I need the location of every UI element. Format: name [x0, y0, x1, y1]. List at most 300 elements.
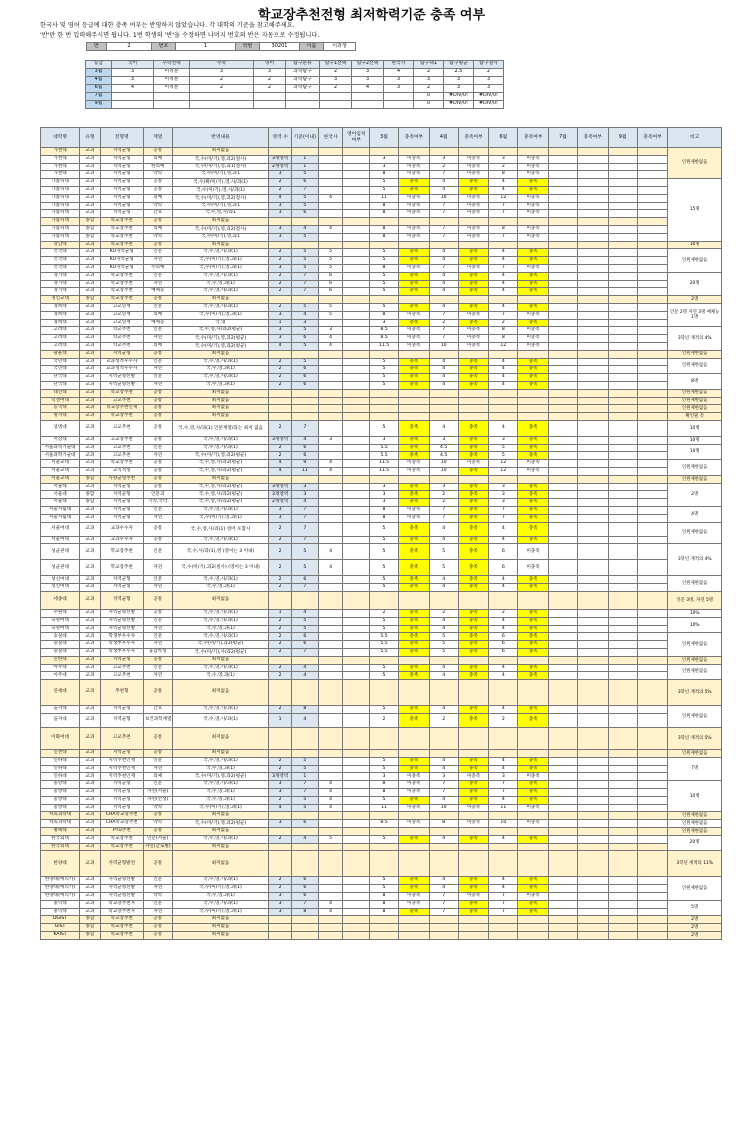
criteria-cell: [549, 560, 578, 576]
grades-header-cell: 수학선택: [154, 61, 190, 69]
criteria-cell: [518, 389, 549, 397]
criteria-cell: 5.5: [370, 649, 399, 657]
criteria-cell: 교과: [80, 908, 101, 916]
criteria-cell: [577, 584, 608, 592]
criteria-cell: 국,수,영,사/과(1): [172, 576, 269, 584]
criteria-cell: 4: [489, 672, 518, 680]
criteria-cell: 3: [370, 319, 399, 327]
criteria-cell: 3: [269, 507, 292, 515]
grades-cell[interactable]: [352, 93, 384, 101]
criteria-cell: 4: [269, 468, 292, 476]
criteria-cell: 충족: [398, 649, 429, 657]
criteria-row: [41, 804, 722, 812]
criteria-cell: 5: [291, 257, 318, 265]
criteria-cell: [343, 804, 370, 812]
criteria-cell: 최저없음: [172, 843, 269, 851]
criteria-cell: [458, 475, 489, 483]
criteria-row: [41, 706, 722, 714]
criteria-cell: 자연: [143, 765, 172, 773]
grades-cell[interactable]: 2: [320, 85, 352, 93]
criteria-cell: 미충족: [398, 155, 429, 163]
criteria-cell: 교과: [80, 765, 101, 773]
criteria-cell: 5: [370, 544, 399, 560]
grades-cell[interactable]: 2: [190, 77, 254, 85]
criteria-cell: 한국외대: [41, 835, 80, 843]
criteria-cell: [429, 728, 458, 750]
criteria-cell: 명지대: [41, 413, 80, 421]
criteria-cell: [269, 728, 292, 750]
criteria-cell: 3: [269, 210, 292, 218]
criteria-cell: 학교장추천: [100, 225, 143, 233]
criteria-cell: [549, 757, 578, 765]
criteria-cell: [343, 444, 370, 452]
criteria-row: [41, 296, 722, 304]
criteria-cell: 공통: [143, 218, 172, 226]
grades-cell[interactable]: [320, 93, 352, 101]
criteria-cell: 9: [291, 460, 318, 468]
criteria-cell: [398, 397, 429, 405]
criteria-cell: 교과성적우수자: [100, 358, 143, 366]
remark-cell: 3학년 재적의 5%: [668, 680, 722, 706]
criteria-cell: [577, 892, 608, 900]
criteria-cell: [549, 405, 578, 413]
criteria-cell: 5: [291, 796, 318, 804]
criteria-cell: [291, 350, 318, 358]
grades-cell[interactable]: [112, 101, 154, 109]
criteria-cell: [343, 202, 370, 210]
criteria-cell: [370, 843, 399, 851]
criteria-cell: 고교추천: [100, 728, 143, 750]
grades-cell[interactable]: [320, 101, 352, 109]
criteria-cell: 국,수,영,사/과(1): [172, 900, 269, 908]
remark-cell: 인원제한없음: [668, 475, 722, 483]
criteria-cell: [549, 728, 578, 750]
criteria-cell: [318, 413, 343, 421]
criteria-cell: [637, 592, 668, 610]
criteria-cell: 12: [489, 194, 518, 202]
criteria-cell: [458, 389, 489, 397]
criteria-cell: 국,수,영,사/과(1): [172, 536, 269, 544]
criteria-cell: GIST: [41, 924, 80, 932]
number-input[interactable]: 1: [176, 43, 236, 51]
criteria-cell: 4: [318, 460, 343, 468]
criteria-cell: [637, 218, 668, 226]
criteria-cell: 교과: [80, 835, 101, 843]
criteria-cell: [577, 272, 608, 280]
criteria-cell: 교과: [80, 610, 101, 618]
class-input[interactable]: 2: [107, 43, 152, 51]
criteria-cell: 약학: [143, 202, 172, 210]
criteria-cell: 국,영: [172, 319, 269, 327]
grades-month-cell: 9월: [86, 101, 112, 109]
criteria-cell: 5: [370, 757, 399, 765]
grades-cell[interactable]: [112, 93, 154, 101]
criteria-cell: [318, 672, 343, 680]
criteria-cell: [577, 491, 608, 499]
grades-cell[interactable]: 3: [384, 77, 414, 85]
criteria-cell: 6: [291, 820, 318, 828]
criteria-cell: [318, 155, 343, 163]
criteria-cell: 교과: [80, 781, 101, 789]
criteria-cell: 충족: [458, 280, 489, 288]
criteria-cell: [429, 750, 458, 758]
criteria-cell: [489, 389, 518, 397]
criteria-cell: [637, 757, 668, 765]
criteria-cell: 5: [370, 374, 399, 382]
criteria-cell: [637, 672, 668, 680]
criteria-cell: [318, 714, 343, 728]
criteria-cell: 미충족: [398, 892, 429, 900]
remark-cell: 확인필 것: [668, 413, 722, 421]
criteria-cell: 학교추천: [100, 342, 143, 350]
grades-cell[interactable]: 3: [112, 77, 154, 85]
criteria-cell: [608, 335, 637, 343]
criteria-cell: 자연: [143, 514, 172, 522]
criteria-cell: 성균관대: [41, 544, 80, 560]
grades-cell[interactable]: 3: [190, 69, 254, 77]
criteria-cell: [318, 877, 343, 885]
grades-header-cell: 등급: [86, 61, 112, 69]
criteria-cell: 가톨릭대: [41, 186, 80, 194]
criteria-cell: [318, 420, 343, 436]
criteria-cell: 충족: [398, 436, 429, 444]
criteria-cell: [577, 381, 608, 389]
grades-cell[interactable]: 2: [254, 77, 286, 85]
criteria-cell: [370, 728, 399, 750]
criteria-row: [41, 350, 722, 358]
criteria-cell: 국,수(미/기),영,과1: [172, 202, 269, 210]
criteria-cell: 학교장추천: [100, 280, 143, 288]
criteria-cell: 학교장추천: [100, 544, 143, 560]
criteria-cell: 가톨릭대: [41, 233, 80, 241]
criteria-cell: 10: [429, 468, 458, 476]
criteria-cell: [518, 218, 549, 226]
criteria-cell: 5: [370, 664, 399, 672]
criteria-row: [41, 171, 722, 179]
criteria-cell: 5: [318, 249, 343, 257]
grades-cell[interactable]: 3: [320, 77, 352, 85]
grades-cell[interactable]: [190, 93, 254, 101]
criteria-cell: 미충족: [518, 327, 549, 335]
criteria-cell: 2: [269, 757, 292, 765]
criteria-cell: 교과성적우수자: [100, 366, 143, 374]
criteria-cell: [577, 835, 608, 843]
criteria-cell: 충족: [398, 374, 429, 382]
criteria-cell: [608, 641, 637, 649]
criteria-cell: 지역균형: [100, 796, 143, 804]
criteria-row: [41, 148, 722, 156]
criteria-cell: 보건과학계열: [143, 714, 172, 728]
criteria-row: [41, 499, 722, 507]
criteria-cell: [577, 757, 608, 765]
criteria-cell: 교과: [80, 544, 101, 560]
criteria-cell: 수원대: [41, 610, 80, 618]
criteria-cell: DGIST: [41, 916, 80, 924]
criteria-cell: [458, 397, 489, 405]
criteria-cell: [318, 233, 343, 241]
criteria-cell: [318, 610, 343, 618]
criteria-cell: 국,수,영,사/과(1): [172, 272, 269, 280]
criteria-cell: [608, 835, 637, 843]
criteria-cell: 인천대: [41, 750, 80, 758]
criteria-cell: [577, 163, 608, 171]
criteria-cell: 국,수,영,사/과(1): [172, 444, 269, 452]
grades-cell[interactable]: 3: [254, 69, 286, 77]
criteria-cell: 8: [489, 327, 518, 335]
criteria-cell: [608, 468, 637, 476]
criteria-cell: 자연: [143, 908, 172, 916]
criteria-cell: 국,수,사/과(1),영 (영어는 3 이내): [172, 544, 269, 560]
criteria-cell: 학교장추천: [100, 389, 143, 397]
criteria-cell: [608, 381, 637, 389]
grades-cell[interactable]: [286, 101, 320, 109]
criteria-cell: 11.5: [370, 468, 399, 476]
criteria-cell: [343, 342, 370, 350]
criteria-cell: [291, 843, 318, 851]
remark-cell: 인원제한없음: [668, 820, 722, 828]
criteria-cell: 학교장추천: [100, 241, 143, 249]
criteria-cell: [608, 171, 637, 179]
grades-cell[interactable]: 미적분: [154, 69, 190, 77]
criteria-cell: [343, 773, 370, 781]
criteria-cell: 숙명여대: [41, 625, 80, 633]
criteria-cell: 7: [489, 908, 518, 916]
grades-cell[interactable]: [254, 93, 286, 101]
criteria-cell: 인문: [143, 781, 172, 789]
grades-cell[interactable]: [154, 101, 190, 109]
criteria-cell: 3: [269, 789, 292, 797]
criteria-cell: [608, 475, 637, 483]
criteria-cell: 지역추천인재: [100, 773, 143, 781]
criteria-cell: 8: [370, 507, 399, 515]
criteria-cell: 고교추천: [100, 420, 143, 436]
criteria-cell: 공통: [143, 680, 172, 706]
criteria-cell: [269, 241, 292, 249]
criteria-cell: [291, 827, 318, 835]
criteria-cell: 교과: [80, 773, 101, 781]
grades-cell[interactable]: 2: [320, 69, 352, 77]
criteria-cell: 4: [429, 257, 458, 265]
criteria-row: [41, 155, 722, 163]
criteria-cell: 11: [370, 804, 399, 812]
criteria-cell: 2: [269, 288, 292, 296]
criteria-cell: [549, 835, 578, 843]
criteria-cell: 교과우수자: [100, 536, 143, 544]
criteria-cell: [343, 413, 370, 421]
criteria-cell: [608, 186, 637, 194]
criteria-cell: 3: [269, 225, 292, 233]
criteria-cell: 5: [429, 633, 458, 641]
grades-cell[interactable]: [384, 93, 414, 101]
criteria-cell: [577, 789, 608, 797]
criteria-cell: 1: [291, 773, 318, 781]
criteria-cell: 교과: [80, 641, 101, 649]
criteria-cell: [318, 358, 343, 366]
criteria-cell: 4: [489, 536, 518, 544]
criteria-cell: [577, 625, 608, 633]
criteria-cell: 약학: [143, 233, 172, 241]
criteria-cell: 인문: [143, 444, 172, 452]
criteria-cell: 4: [269, 342, 292, 350]
criteria-cell: 경희대: [41, 303, 80, 311]
criteria-cell: 미충족: [398, 311, 429, 319]
criteria-cell: [343, 327, 370, 335]
grades-cell[interactable]: 4: [352, 85, 384, 93]
number-label: 번호: [152, 43, 176, 51]
criteria-cell: [269, 916, 292, 924]
criteria-row: [41, 327, 722, 335]
grades-cell[interactable]: [190, 101, 254, 109]
grades-cell[interactable]: 미적분: [154, 77, 190, 85]
criteria-cell: [577, 672, 608, 680]
grades-cell[interactable]: [286, 93, 320, 101]
criteria-cell: 2: [269, 885, 292, 893]
criteria-cell: [343, 610, 370, 618]
criteria-cell: [518, 851, 549, 877]
grades-cell[interactable]: 2: [190, 85, 254, 93]
remark-cell: 3학년 재적의 11%: [668, 851, 722, 877]
criteria-cell: [458, 812, 489, 820]
grades-row: [86, 85, 504, 93]
criteria-cell: [318, 765, 343, 773]
criteria-row: [41, 664, 722, 672]
criteria-cell: 5: [429, 649, 458, 657]
criteria-cell: 인문: [143, 507, 172, 515]
criteria-row: [41, 342, 722, 350]
criteria-cell: [398, 350, 429, 358]
criteria-cell: [549, 916, 578, 924]
criteria-cell: 충족: [458, 796, 489, 804]
criteria-cell: [549, 280, 578, 288]
criteria-cell: [577, 843, 608, 851]
criteria-cell: [549, 931, 578, 939]
criteria-cell: 충족: [398, 491, 429, 499]
criteria-cell: [608, 664, 637, 672]
criteria-cell: [549, 483, 578, 491]
criteria-cell: 교과: [80, 820, 101, 828]
criteria-cell: 교과: [80, 827, 101, 835]
criteria-cell: 가톨릭대: [41, 210, 80, 218]
criteria-cell: 인문: [143, 544, 172, 560]
criteria-cell: 공통: [143, 179, 172, 187]
grades-cell[interactable]: 미적분: [154, 85, 190, 93]
grades-cell[interactable]: 2: [254, 85, 286, 93]
criteria-row: [41, 389, 722, 397]
criteria-cell: [637, 649, 668, 657]
criteria-cell: [518, 827, 549, 835]
criteria-cell: 미충족: [398, 225, 429, 233]
criteria-cell: [608, 931, 637, 939]
grades-cell[interactable]: 3: [112, 69, 154, 77]
criteria-header-cell: 충족여부: [458, 128, 489, 148]
grades-cell[interactable]: 4: [112, 85, 154, 93]
criteria-cell: 학교장추천: [100, 296, 143, 304]
criteria-cell: 7: [291, 900, 318, 908]
grades-cell[interactable]: [384, 101, 414, 109]
criteria-cell: 2: [429, 491, 458, 499]
criteria-cell: [343, 483, 370, 491]
grades-cell[interactable]: 과학탐구: [286, 85, 320, 93]
criteria-row: [41, 773, 722, 781]
criteria-cell: 4: [429, 877, 458, 885]
criteria-cell: 최저없음: [172, 241, 269, 249]
criteria-cell: [577, 714, 608, 728]
criteria-cell: 2: [429, 163, 458, 171]
criteria-cell: 서울교대: [41, 460, 80, 468]
criteria-row: [41, 420, 722, 436]
criteria-cell: 5: [370, 272, 399, 280]
criteria-cell: [343, 641, 370, 649]
grades-cell[interactable]: [352, 101, 384, 109]
criteria-cell: 인문과: [143, 491, 172, 499]
criteria-cell: [577, 773, 608, 781]
criteria-cell: 최저없음: [172, 680, 269, 706]
criteria-cell: 미충족: [458, 233, 489, 241]
criteria-cell: [343, 544, 370, 560]
criteria-cell: 교과: [80, 664, 101, 672]
criteria-cell: 4: [429, 186, 458, 194]
criteria-cell: 홍익대: [41, 900, 80, 908]
grades-cell[interactable]: [154, 93, 190, 101]
criteria-cell: [549, 773, 578, 781]
grades-table: [85, 60, 504, 109]
criteria-cell: 학교장추천: [100, 931, 143, 939]
criteria-cell: [577, 827, 608, 835]
criteria-cell: 7: [489, 892, 518, 900]
criteria-cell: 6: [291, 335, 318, 343]
criteria-cell: 미충족: [518, 892, 549, 900]
criteria-cell: 국,수,영,사/과(1): [172, 249, 269, 257]
criteria-header-cell: 충족여부: [518, 128, 549, 148]
criteria-cell: 충족: [518, 507, 549, 515]
criteria-cell: 4: [291, 225, 318, 233]
criteria-cell: [549, 272, 578, 280]
criteria-cell: 충족: [518, 664, 549, 672]
criteria-cell: 3: [370, 155, 399, 163]
criteria-cell: 교과: [80, 163, 101, 171]
criteria-cell: 충족: [398, 908, 429, 916]
grades-cell[interactable]: 과학탐구: [286, 69, 320, 77]
grades-cell[interactable]: 4: [384, 69, 414, 77]
criteria-cell: [370, 916, 399, 924]
grades-cell[interactable]: 3: [352, 69, 384, 77]
criteria-cell: [291, 389, 318, 397]
criteria-cell: 교과: [80, 877, 101, 885]
criteria-cell: [518, 812, 549, 820]
criteria-cell: 홍익대: [41, 908, 80, 916]
criteria-cell: 국민대: [41, 366, 80, 374]
grades-cell[interactable]: 3: [352, 77, 384, 85]
criteria-cell: [518, 296, 549, 304]
criteria-row: [41, 851, 722, 877]
criteria-row: [41, 507, 722, 515]
criteria-cell: [291, 397, 318, 405]
grades-header-cell: 탐구택1: [414, 61, 444, 69]
criteria-cell: 교과: [80, 757, 101, 765]
grades-cell[interactable]: 과학탐구: [286, 77, 320, 85]
criteria-cell: 공통: [143, 405, 172, 413]
grades-cell[interactable]: [254, 101, 286, 109]
grades-cell[interactable]: 3: [384, 85, 414, 93]
criteria-cell: 4: [318, 335, 343, 343]
criteria-cell: 약학: [143, 804, 172, 812]
criteria-cell: 공통: [143, 656, 172, 664]
criteria-cell: [549, 155, 578, 163]
criteria-cell: 6: [489, 649, 518, 657]
criteria-cell: [318, 820, 343, 828]
criteria-row: [41, 885, 722, 893]
criteria-cell: [343, 257, 370, 265]
